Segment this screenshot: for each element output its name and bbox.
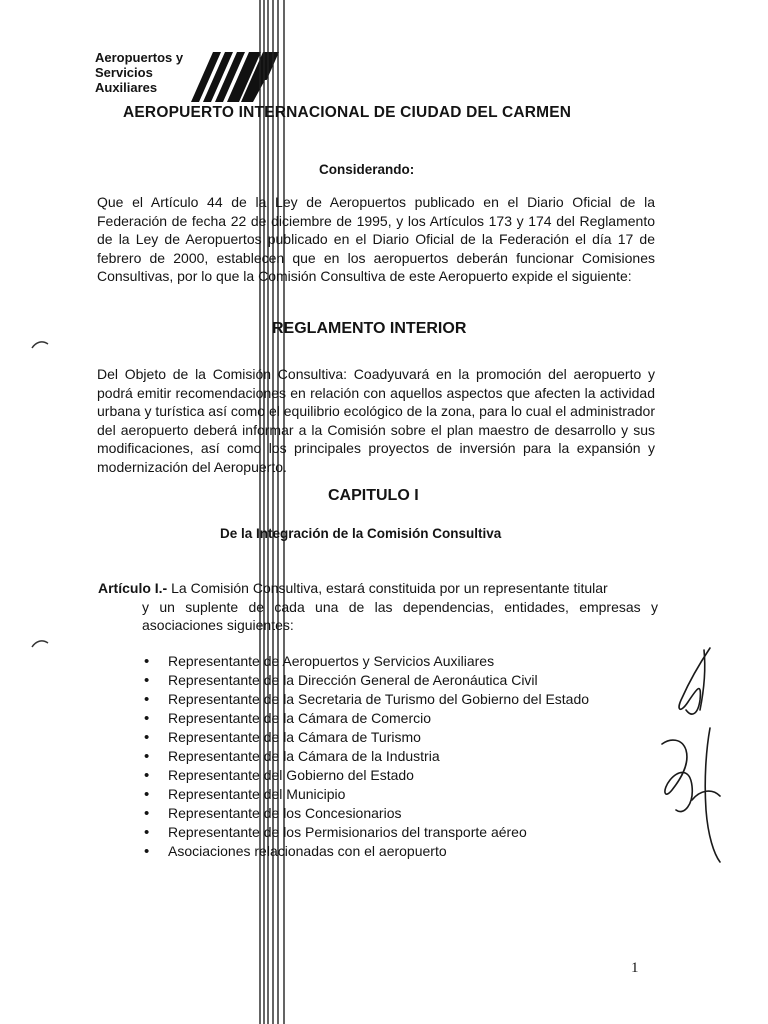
logo-line-1: Aeropuertos y bbox=[95, 50, 184, 65]
article-1-label: Artículo I.- bbox=[98, 580, 168, 596]
logo-line-3: Auxiliares bbox=[95, 80, 158, 95]
article-1 bbox=[98, 579, 658, 635]
scan-mark bbox=[30, 338, 50, 350]
list-item: • Representante de la Dirección General de Aeronáutica Civil bbox=[144, 671, 589, 690]
list-item: • Representante del Municipio bbox=[144, 785, 589, 804]
list-item: • Asociaciones relacionadas con el aeropuerto bbox=[144, 842, 589, 861]
article-1-first-line bbox=[98, 579, 658, 598]
asa-logo bbox=[95, 50, 285, 102]
logo-line-2: Servicios bbox=[95, 65, 153, 80]
handwritten-signature bbox=[640, 640, 750, 870]
article-1-first-text: La Comisión Consultiva, estará constituida por un representante titular bbox=[167, 580, 608, 596]
scan-mark bbox=[30, 637, 50, 649]
list-item: • Representante de la Cámara de la Industria bbox=[144, 747, 589, 766]
article-1-continuation: y un suplente de cada una de las dependencias, entidades, empresas y asociaciones siguientes: bbox=[142, 598, 658, 633]
logo-wordmark bbox=[95, 50, 183, 95]
page-number: 1 bbox=[631, 960, 639, 976]
reglamento-heading: REGLAMENTO INTERIOR bbox=[272, 320, 467, 337]
list-item: • Representante de la Cámara de Comercio bbox=[144, 709, 589, 728]
objeto-paragraph: Del Objeto de la Comisión Consultiva: Coadyuvará en la promoción del aeropuerto y podrá emitir recomendaciones en relación con aquellos aspectos que afecten la actividad urbana y turística así como el equilibrio ecológico de la zona, para lo cual el administrador del aeropuerto deberá informar a la Comisión sobre el plan maestro de desarrollo y sus modificaciones, así como los principales proyectos de inversión para la expansión y modernización del Aeropuerto. bbox=[97, 366, 655, 475]
list-item: • Representante de los Permisionarios del transporte aéreo bbox=[144, 823, 589, 842]
representatives-list bbox=[144, 652, 589, 861]
binding-artifact bbox=[258, 0, 288, 1024]
list-item: • Representante de Aeropuertos y Servicios Auxiliares bbox=[144, 652, 589, 671]
document-title: AEROPUERTO INTERNACIONAL DE CIUDAD DEL CARMEN bbox=[123, 104, 572, 121]
considerando-heading: Considerando: bbox=[319, 162, 415, 177]
list-item: • Representante de la Secretaria de Turismo del Gobierno del Estado bbox=[144, 690, 589, 709]
chapter-subheading: De la Integración de la Comisión Consultiva bbox=[220, 526, 502, 541]
considerando-paragraph: Que el Artículo 44 de la Ley de Aeropuertos publicado en el Diario Oficial de la Federación de fecha 22 de diciembre de 1995, y los Artículos 173 y 174 del Reglamento de la Ley de Aeropuertos publicado en el Diario Oficial de la Federación el día 17 de febrero de 2000, establecen que en los aeropuertos deberán funcionar Comisiones Consultivas, por lo que la Comisión Consultiva de este Aeropuerto expide el siguiente: bbox=[97, 194, 655, 284]
list-item: • Representante de la Cámara de Turismo bbox=[144, 728, 589, 747]
chapter-heading: CAPITULO I bbox=[328, 487, 419, 504]
list-item: • Representante del Gobierno del Estado bbox=[144, 766, 589, 785]
list-item: • Representante de los Concesionarios bbox=[144, 804, 589, 823]
